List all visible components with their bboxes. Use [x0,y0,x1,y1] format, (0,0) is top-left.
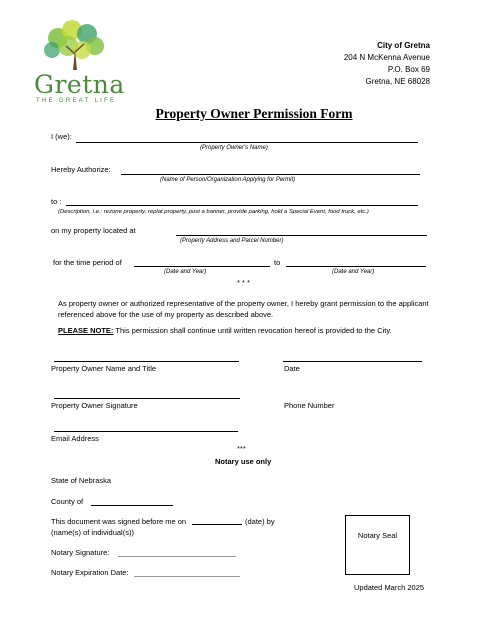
authorize-field[interactable] [121,174,420,175]
notary-signature-label: Notary Signature: [51,548,110,557]
city-name: City of Gretna [377,41,430,50]
please-note-text: This permission shall continue until written revocation hereof is provided to the City. [115,326,392,335]
period-label: for the time period of [53,258,122,267]
notary-signature-field[interactable] [118,556,236,557]
county-label: County of [51,497,84,506]
page-title: Property Owner Permission Form [155,106,353,121]
period-from-caption: (Date and Year) [164,269,207,275]
to-field[interactable] [66,205,418,206]
signed-before-part2: (date) by [245,517,275,526]
logo-wordmark: Gretna [34,70,125,99]
location-label: on my property located at [51,226,136,235]
signed-before-text [51,517,186,526]
to-label: to : [51,197,62,206]
signed-date-field[interactable] [192,524,242,525]
owner-signature-label: Property Owner Signature [51,401,138,410]
signed-before-part3: (name(s) of individual(s)) [51,528,134,537]
period-to-field[interactable] [286,266,426,267]
notary-expiration-field[interactable] [134,576,240,577]
notary-state: State of Nebraska [51,476,112,485]
i-we-caption: (Property Owner's Name) [200,145,268,151]
to-caption: (Description, i.e.: rezone property, replat property, post a banner, provide parking, hold a Special Event, food truck, etc.) [58,209,369,215]
location-caption: (Property Address and Parcel Number) [180,238,284,244]
please-note [58,326,392,335]
authorize-label: Hereby Authorize: [51,165,111,174]
permission-statement: As property owner or authorized representative of the property owner, I hereby grant permission to the applicant referenced above for the use of my property as described above. [58,299,429,319]
notary-seal-box [345,515,410,575]
notary-heading: Notary use only [215,457,272,466]
phone-label: Phone Number [284,401,335,410]
please-note-label: PLEASE NOTE: [58,326,114,335]
logo-tagline: THE GREAT LIFE [36,98,117,104]
separator-stars: * * * [237,278,250,287]
notary-separator: *** [237,444,246,453]
period-to-caption: (Date and Year) [332,269,375,275]
tree-icon [40,20,110,72]
authorize-caption: (Name of Person/Organization Applying for Permit) [160,177,296,183]
date-label: Date [284,364,300,373]
notary-expiration-label: Notary Expiration Date: [51,568,129,577]
city-logo [32,20,128,106]
notary-seal-label: Notary Seal [357,531,398,540]
date-field[interactable] [283,361,422,362]
address-po-box: P.O. Box 69 [387,65,430,74]
signed-before-part1: This document was signed before me on [51,517,187,526]
i-we-field[interactable] [76,142,418,143]
location-field[interactable] [176,235,427,236]
period-to-label: to [274,258,281,267]
email-label: Email Address [51,434,99,443]
city-address [344,40,430,88]
owner-signature-field[interactable] [54,398,240,399]
owner-name-title-field[interactable] [54,361,239,362]
address-city-state-zip: Gretna, NE 68028 [365,77,430,86]
address-street: 204 N McKenna Avenue [343,53,430,62]
i-we-label: I (we): [51,132,72,141]
email-field[interactable] [54,431,238,432]
updated-date: Updated March 2025 [354,583,425,592]
owner-name-title-label: Property Owner Name and Title [51,364,157,373]
county-field[interactable] [91,505,173,506]
period-from-field[interactable] [134,266,270,267]
